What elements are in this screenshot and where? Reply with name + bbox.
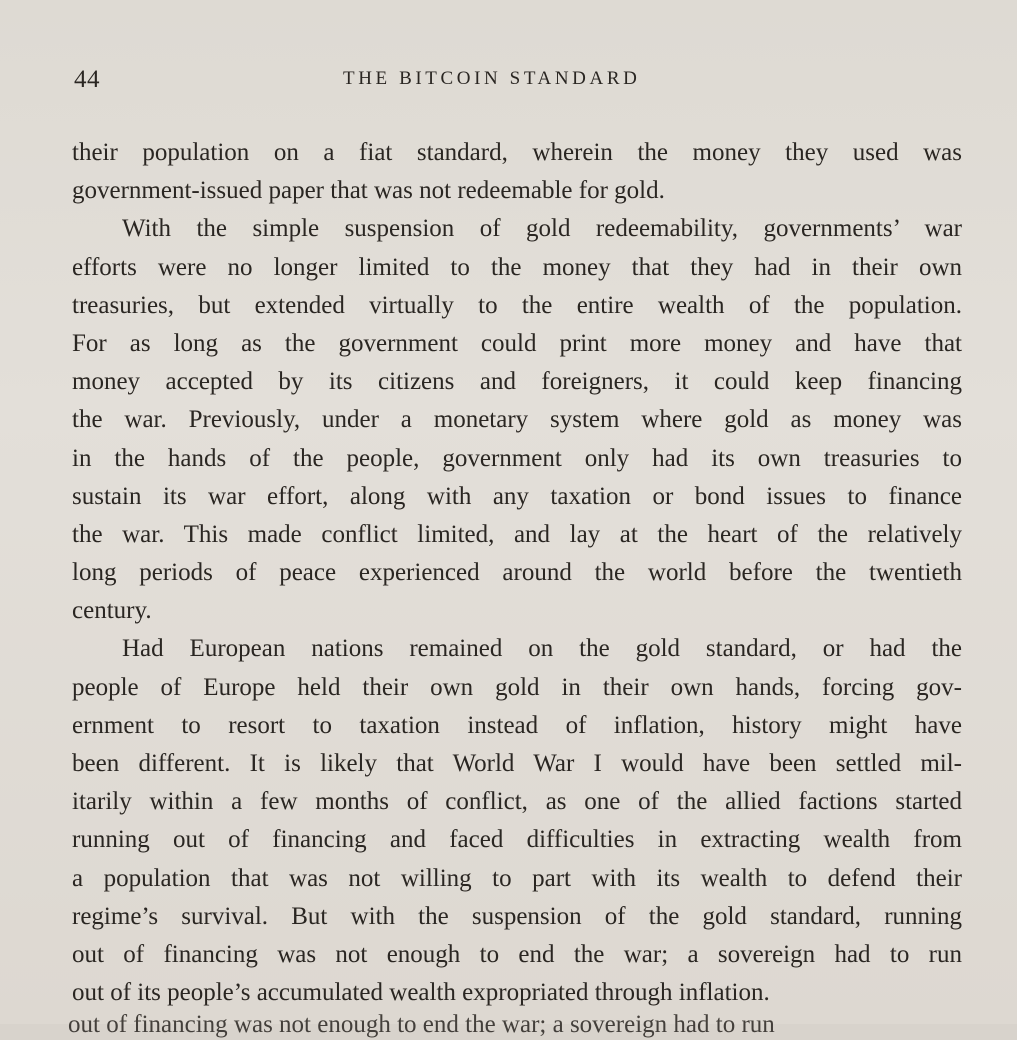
text-line: in the hands of the people, government only had its own treasuries to xyxy=(72,444,962,472)
page-number: 44 xyxy=(74,66,100,93)
text-line: itarily within a few months of conflict, as one of the allied factions started xyxy=(72,788,962,816)
text-line: a population that was not willing to part with its wealth to defend their xyxy=(72,864,962,892)
text-line: government-issued paper that was not redeemable for gold. xyxy=(72,177,665,205)
text-line: money accepted by its citizens and foreigners, it could keep financing xyxy=(72,368,962,396)
text-line: regime’s survival. But with the suspension of the gold standard, running xyxy=(72,902,962,930)
cutoff-text-line: out of financing was not enough to end the war; a sovereign had to run xyxy=(68,1011,775,1038)
body-text xyxy=(72,134,962,1012)
text-line: the war. This made conflict limited, and lay at the heart of the relatively xyxy=(72,520,962,548)
text-line: running out of financing and faced difficulties in extracting wealth from xyxy=(72,826,962,854)
running-head: THE BITCOIN STANDARD xyxy=(343,68,641,89)
text-line: long periods of peace experienced around the world before the twentieth xyxy=(72,559,962,587)
text-line: their population on a fiat standard, wherein the money they used was xyxy=(72,139,962,166)
text-line: For as long as the government could print more money and have that xyxy=(72,329,962,357)
text-line: treasuries, but extended virtually to the entire wealth of the population. xyxy=(72,291,962,319)
text-line: been different. It is likely that World War I would have been settled mil- xyxy=(72,750,962,777)
text-line: With the simple suspension of gold redeemability, governments’ war xyxy=(122,215,962,243)
text-line: people of Europe held their own gold in their own hands, forcing gov- xyxy=(72,673,962,701)
text-line: century. xyxy=(72,597,152,625)
text-line: the war. Previously, under a monetary system where gold as money was xyxy=(72,406,962,434)
text-line: out of its people’s accumulated wealth expropriated through inflation. xyxy=(72,979,770,1007)
text-line: ernment to resort to taxation instead of inflation, history might have xyxy=(72,711,962,739)
text-line: efforts were no longer limited to the money that they had in their own xyxy=(72,253,962,281)
text-line: out of financing was not enough to end the war; a sovereign had to run xyxy=(72,940,962,968)
text-line: sustain its war effort, along with any taxation or bond issues to finance xyxy=(72,482,962,510)
page-header xyxy=(0,62,1017,102)
text-line: Had European nations remained on the gold standard, or had the xyxy=(122,635,962,663)
